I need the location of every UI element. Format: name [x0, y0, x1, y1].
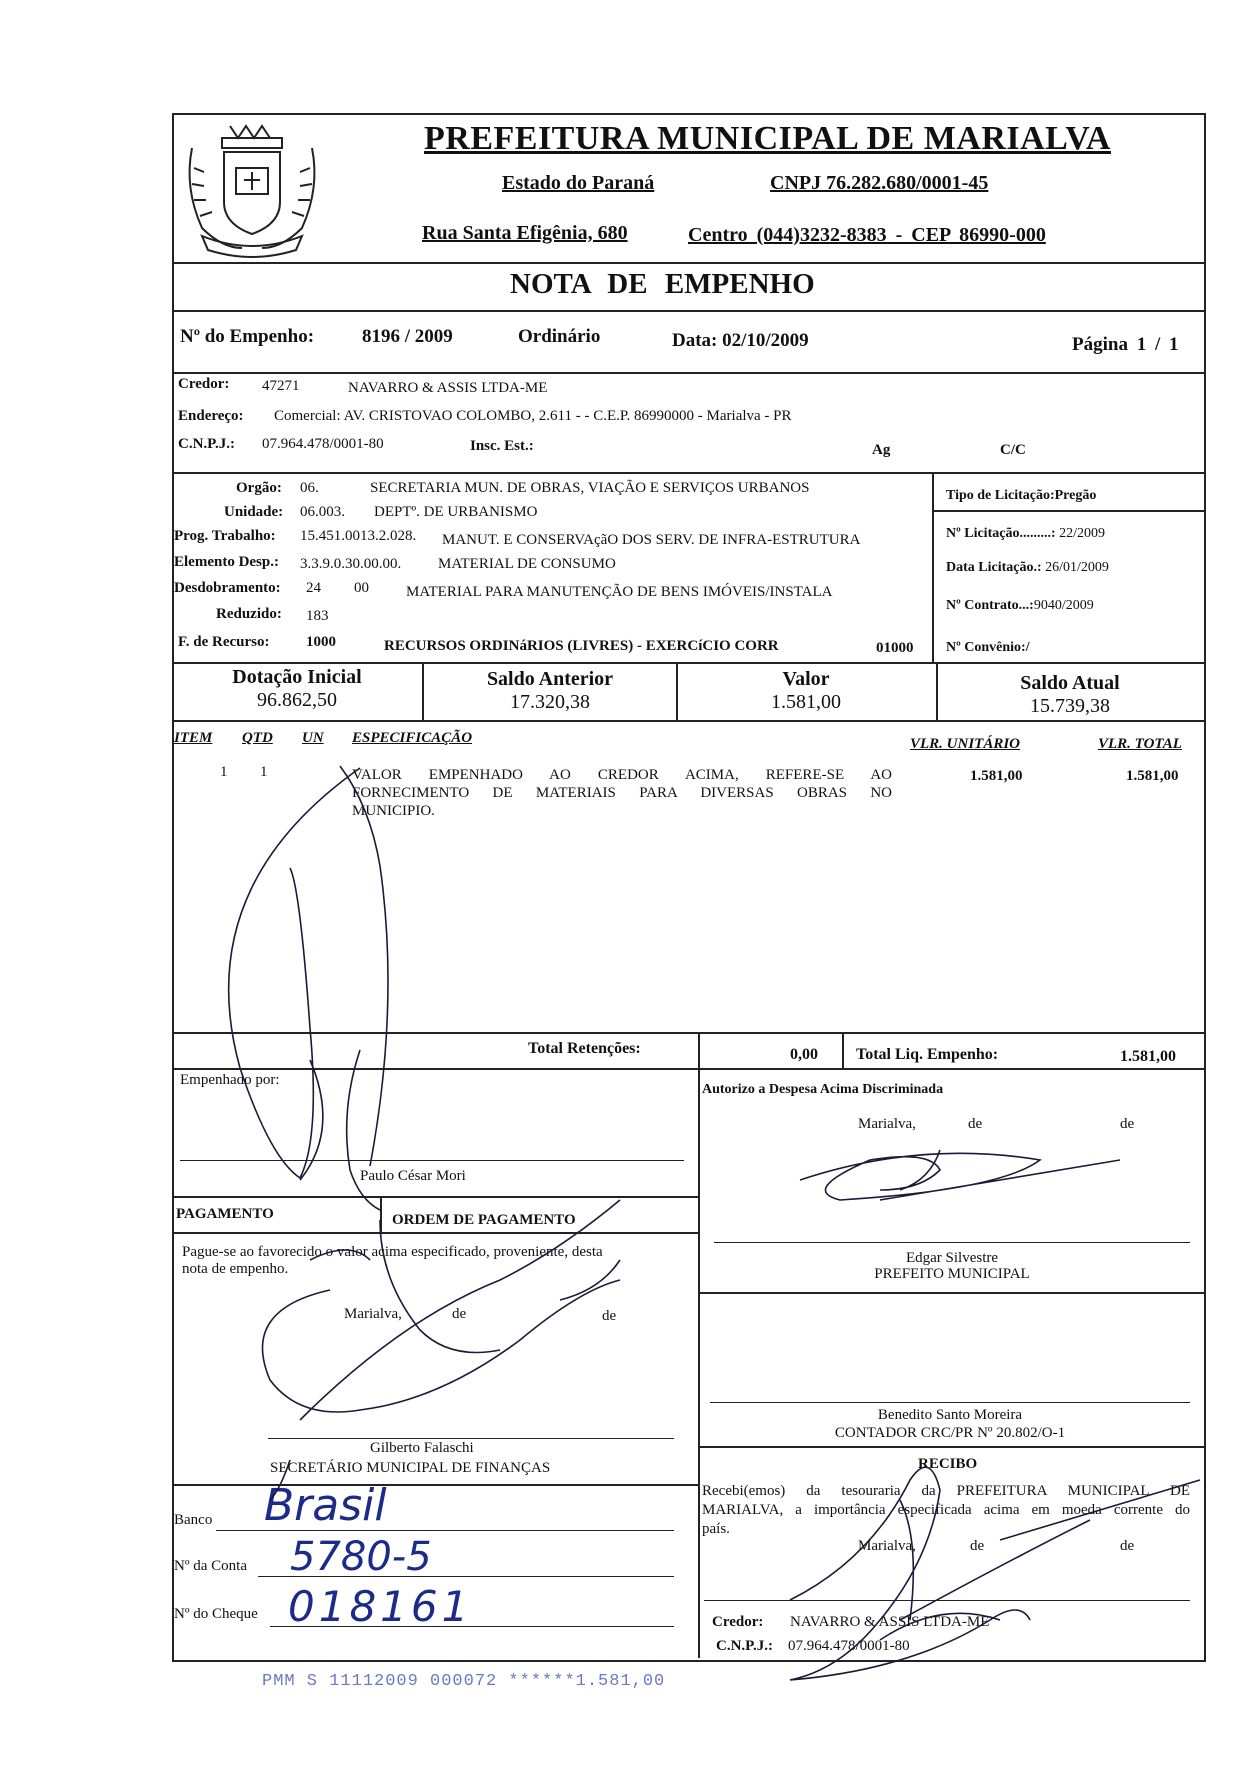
- municipality-title: PREFEITURA MUNICIPAL DE MARIALVA: [424, 120, 1111, 157]
- empenho-date: Data: 02/10/2009: [672, 330, 809, 351]
- licitacao-date: 26/01/2009: [1045, 560, 1109, 575]
- recibo-cnpj-label: C.N.P.J.:: [716, 1638, 773, 1654]
- liquido-value: 1.581,00: [1120, 1048, 1176, 1065]
- col-especificacao: ESPECIFICAÇÃO: [352, 730, 473, 746]
- saldo-anterior-value: 17.320,38: [510, 691, 590, 713]
- municipality-cnpj: CNPJ 76.282.680/0001-45: [770, 172, 989, 194]
- ordem-pagamento-label: ORDEM DE PAGAMENTO: [392, 1212, 576, 1228]
- reduzido-value: 183: [306, 608, 329, 624]
- pagamento-label: PAGAMENTO: [176, 1206, 274, 1222]
- pagamento-text: Pague-se ao favorecido o valor acima especificado, proveniente, desta: [182, 1244, 603, 1260]
- dotacao-value: 96.862,50: [257, 689, 337, 711]
- recibo-credor: NAVARRO & ASSIS LTDA-ME: [790, 1614, 990, 1630]
- contador-role: CONTADOR CRC/PR Nº 20.802/O-1: [834, 1425, 1066, 1441]
- licitacao-date-label: Data Licitação.:: [946, 560, 1042, 575]
- recibo-credor-label: Credor:: [712, 1614, 764, 1630]
- empenho-type: Ordinário: [518, 326, 601, 347]
- col-vlr-total: VLR. TOTAL: [1098, 736, 1182, 752]
- orgao-name: SECRETARIA MUN. DE OBRAS, VIAÇÃO E SERVIÇOS URBANOS: [370, 480, 810, 496]
- item-total-value: 1.581,00: [1126, 768, 1179, 784]
- recurso-label: F. de Recurso:: [178, 634, 270, 650]
- payment-stamp: PMM S 11112009 000072 ******1.581,00: [262, 1672, 666, 1691]
- item-qtd: 1: [260, 764, 268, 780]
- pagamento-role: SECRETÁRIO MUNICIPAL DE FINANÇAS: [270, 1460, 551, 1476]
- pagamento-de: de: [602, 1308, 617, 1324]
- elemento-code: 3.3.9.0.30.00.00.: [300, 556, 402, 572]
- document-title: NOTA DE EMPENHO: [510, 268, 815, 300]
- elemento-label: Elemento Desp.:: [174, 554, 279, 570]
- prog-trabalho-code: 15.451.0013.2.028.: [300, 528, 417, 544]
- page-number: Página 1 / 1: [1072, 334, 1179, 355]
- banco-label: Banco: [174, 1512, 213, 1528]
- licitacao-number-label: Nº Licitação.........:: [946, 526, 1056, 541]
- pagamento-place: Marialva,: [344, 1306, 402, 1322]
- saldo-anterior-label: Saldo Anterior: [486, 668, 614, 690]
- pagamento-text: nota de empenho.: [182, 1261, 289, 1277]
- autorizo-de: de: [968, 1116, 983, 1132]
- pagamento-de: de: [452, 1306, 467, 1322]
- contrato-label: Nº Contrato...:: [946, 598, 1034, 613]
- desdobramento-code: 24: [306, 580, 321, 596]
- tipo-licitacao: Tipo de Licitação:Pregão: [946, 488, 1097, 503]
- credor-cnpj-label: C.N.P.J.:: [178, 436, 235, 452]
- empenho-number-label: Nº do Empenho:: [180, 326, 315, 347]
- valor-label: Valor: [782, 668, 830, 690]
- elemento-name: MATERIAL DE CONSUMO: [438, 556, 616, 572]
- prog-trabalho-label: Prog. Trabalho:: [174, 528, 276, 544]
- valor-value: 1.581,00: [771, 691, 841, 713]
- credor-name: NAVARRO & ASSIS LTDA-ME: [348, 380, 548, 396]
- empenhado-signer: Paulo César Mori: [360, 1168, 466, 1184]
- item-description-line: MUNICIPIO.: [352, 803, 435, 819]
- municipality-address: Rua Santa Efigênia, 680: [422, 222, 628, 244]
- saldo-atual-label: Saldo Atual: [1020, 672, 1120, 694]
- conta-corrente-label: C/C: [1000, 442, 1026, 458]
- recibo-de: de: [1120, 1538, 1135, 1554]
- retencoes-label: Total Retenções:: [528, 1040, 641, 1057]
- recurso-sub: 01000: [876, 640, 914, 656]
- autorizo-role: PREFEITO MUNICIPAL: [874, 1266, 1030, 1282]
- col-item: ITEM: [174, 730, 213, 746]
- recibo-cnpj: 07.964.478/0001-80: [788, 1638, 910, 1654]
- cheque-handwritten: 018161: [288, 1582, 473, 1631]
- pagamento-signer: Gilberto Falaschi: [370, 1440, 474, 1456]
- orgao-label: Orgão:: [236, 480, 282, 496]
- insc-est-label: Insc. Est.:: [470, 438, 534, 454]
- credor-label: Credor:: [178, 376, 230, 392]
- credor-cnpj: 07.964.478/0001-80: [262, 436, 384, 452]
- state-name: Estado do Paraná: [502, 172, 655, 194]
- reduzido-label: Reduzido:: [216, 606, 282, 622]
- empenhado-label: Empenhado por:: [180, 1072, 280, 1088]
- recibo-text: Recebi(emos) da tesouraria da PREFEITURA MUNICIPAL DE: [702, 1483, 1190, 1499]
- licitacao-number: 22/2009: [1059, 526, 1105, 541]
- conta-handwritten: 5780-5: [290, 1534, 432, 1580]
- endereco-label: Endereço:: [178, 408, 244, 424]
- desdobramento-name: MATERIAL PARA MANUTENÇÃO DE BENS IMÓVEIS/INSTALA: [406, 584, 833, 600]
- autorizo-label: Autorizo a Despesa Acima Discriminada: [702, 1082, 944, 1097]
- orgao-code: 06.: [300, 480, 319, 496]
- banco-handwritten: Brasil: [264, 1480, 387, 1531]
- col-vlr-unitario: VLR. UNITÁRIO: [910, 736, 1021, 752]
- empenho-number: 8196 / 2009: [362, 326, 453, 347]
- recurso-code: 1000: [306, 634, 336, 650]
- cheque-label: Nº do Cheque: [174, 1606, 258, 1622]
- recibo-label: RECIBO: [918, 1456, 978, 1472]
- autorizo-de: de: [1120, 1116, 1135, 1132]
- item-number: 1: [220, 764, 228, 780]
- liquido-label: Total Liq. Empenho:: [856, 1046, 999, 1063]
- autorizo-signer: Edgar Silvestre: [905, 1250, 999, 1266]
- col-qtd: QTD: [242, 730, 273, 746]
- credor-address: Comercial: AV. CRISTOVAO COLOMBO, 2.611 - - C.E.P. 86990000 - Marialva - PR: [274, 408, 792, 424]
- desdobramento-sub: 00: [354, 580, 369, 596]
- dotacao-label: Dotação Inicial: [232, 666, 362, 688]
- municipality-contact: Centro (044)3232-8383 - CEP 86990-000: [688, 224, 1046, 246]
- unidade-code: 06.003.: [300, 504, 345, 520]
- retencoes-value: 0,00: [790, 1046, 818, 1063]
- convenio: Nº Convênio:/: [946, 640, 1030, 655]
- unidade-label: Unidade:: [224, 504, 284, 520]
- saldo-atual-value: 15.739,38: [1030, 695, 1110, 717]
- credor-code: 47271: [262, 378, 300, 394]
- prog-trabalho-name: MANUT. E CONSERVAçãO DOS SERV. DE INFRA-ESTRUTURA: [442, 532, 861, 548]
- agencia-label: Ag: [872, 442, 891, 458]
- recibo-place: Marialva,: [858, 1538, 916, 1554]
- desdobramento-label: Desdobramento:: [174, 580, 281, 596]
- recibo-text: MARIALVA, a importância especificada acima em moeda corrente do: [702, 1502, 1190, 1518]
- conta-label: Nº da Conta: [174, 1558, 247, 1574]
- item-unit-value: 1.581,00: [970, 768, 1023, 784]
- recibo-text: país.: [702, 1521, 730, 1537]
- item-description-line: VALOR EMPENHADO AO CREDOR ACIMA, REFERE-SE AO: [352, 767, 892, 783]
- item-description-line: FORNECIMENTO DE MATERIAIS PARA DIVERSAS OBRAS NO: [352, 785, 892, 801]
- recibo-de: de: [970, 1538, 985, 1554]
- contrato-number: 9040/2009: [1033, 598, 1094, 613]
- contador-signer: Benedito Santo Moreira: [877, 1407, 1023, 1423]
- unidade-name: DEPTº. DE URBANISMO: [374, 504, 538, 520]
- col-un: UN: [302, 730, 324, 746]
- recurso-name: RECURSOS ORDINáRIOS (LIVRES) - EXERCíCIO CORR: [384, 638, 779, 654]
- autorizo-place: Marialva,: [858, 1116, 916, 1132]
